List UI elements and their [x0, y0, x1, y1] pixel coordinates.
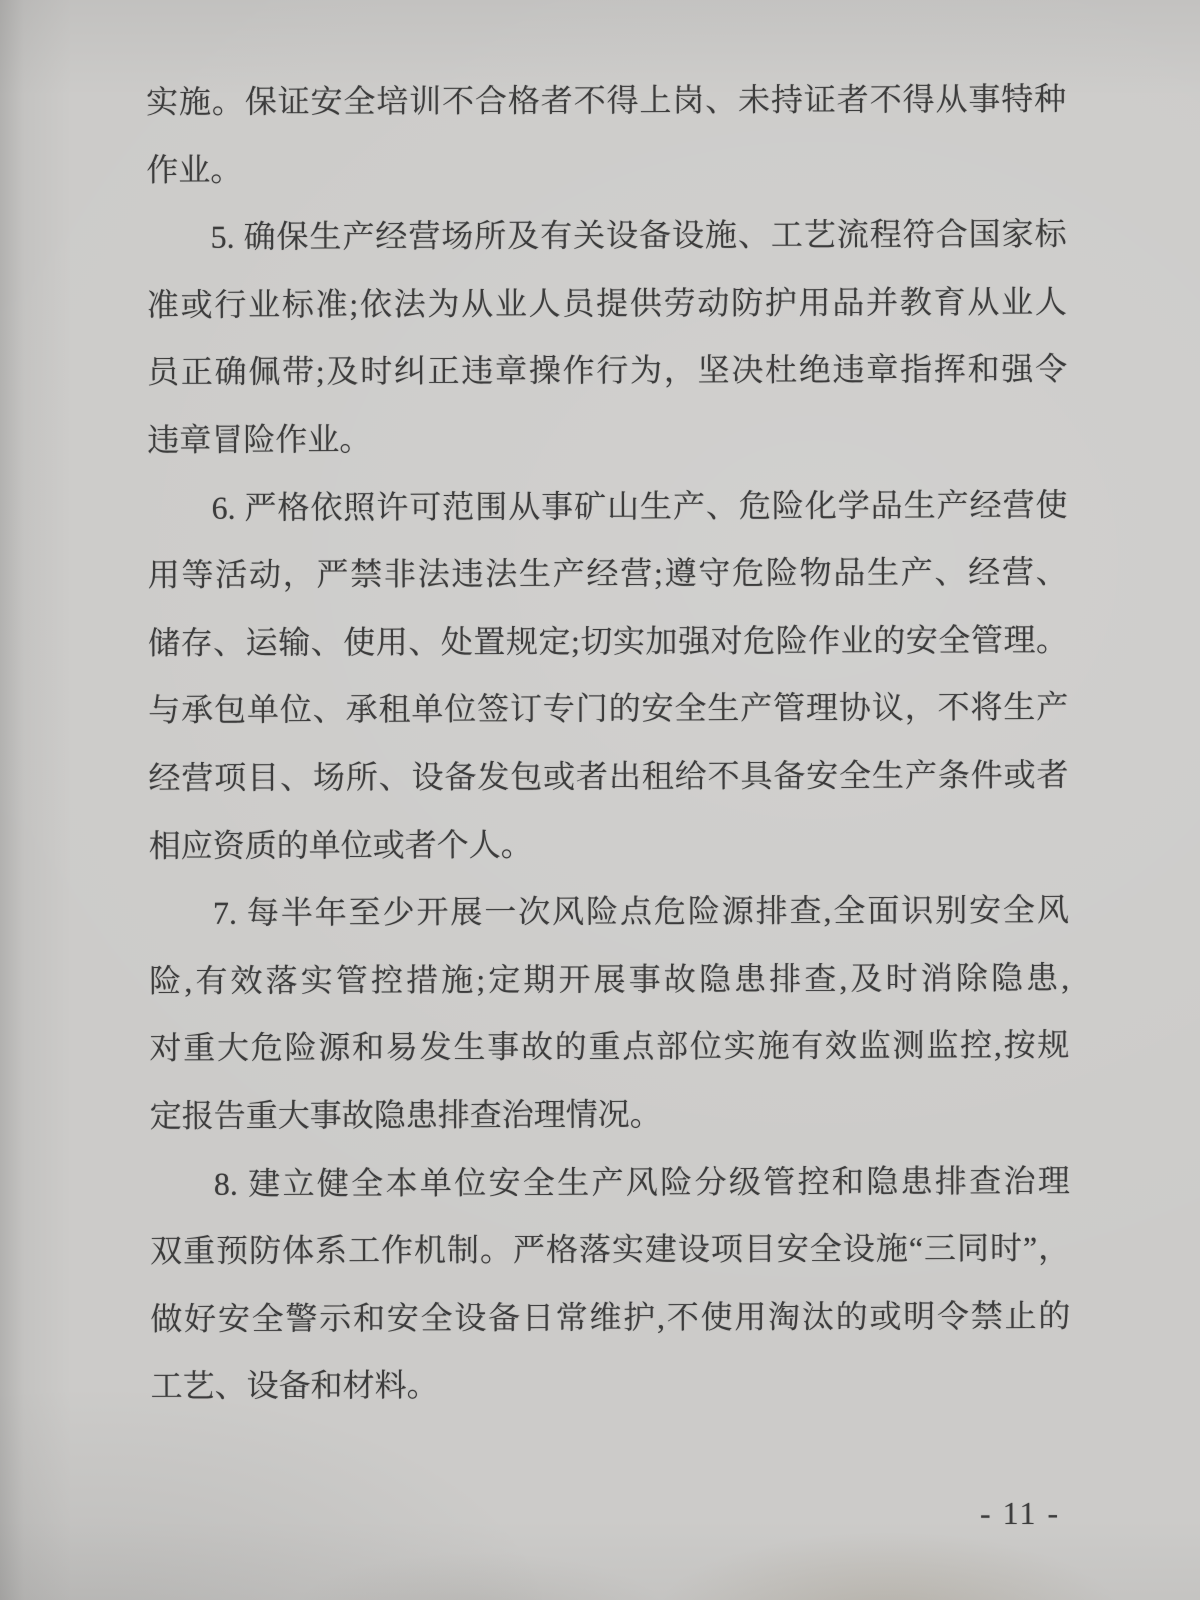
document-line: 5. 确保生产经营场所及有关设备设施、工艺流程符合国家标 [210, 215, 1067, 255]
document-line: 与承包单位、承租单位签订专门的安全生产管理协议，不将生产 [148, 689, 1069, 729]
document-line: 经营项目、场所、设备发包或者出租给不具备安全生产条件或者 [148, 756, 1069, 796]
document-line: 用等活动，严禁非法违法生产经营;遵守危险物品生产、经营、 [147, 553, 1068, 594]
document-line: 相应资质的单位或者个人。 [148, 826, 533, 864]
document-line: 6. 严格依照许可范围从事矿山生产、危险化学品生产经营使 [211, 486, 1068, 526]
document-line: 7. 每半年至少开展一次风险点危险源排查,全面识别安全风 [212, 891, 1070, 931]
document-line: 员正确佩带;及时纠正违章操作行为，坚决杜绝违章指挥和强令 [146, 351, 1068, 391]
page-number: - 11 - [979, 1494, 1061, 1532]
document-line: 准或行业标准;依法为从业人员提供劳动防护用品并教育从业人 [146, 283, 1067, 323]
document-line: 险,有效落实管控措施;定期开展事故隐患排查,及时消除隐患, [149, 959, 1070, 999]
document-line: 定报告重大事故隐患排查治理情况。 [149, 1096, 662, 1134]
document-line: 8. 建立健全本单位安全生产风险分级管控和隐患排查治理 [213, 1162, 1070, 1202]
document-line: 双重预防体系工作机制。严格落实建设项目安全设施“三同时”， [150, 1229, 1071, 1270]
document-line: 做好安全警示和安全设备日常维护,不使用淘汰的或明令禁止的 [150, 1297, 1071, 1337]
document-line: 实施。保证安全培训不合格者不得上岗、未持证者不得从事特种 [146, 80, 1067, 120]
document-line: 对重大危险源和易发生事故的重点部位实施有效监测监控,按规 [149, 1027, 1070, 1067]
document-line: 违章冒险作业。 [147, 421, 372, 458]
document-line: 作业。 [146, 151, 243, 188]
document-body [146, 66, 1071, 1421]
document-line: 储存、运输、使用、处置规定;切实加强对危险作业的安全管理。 [147, 621, 1069, 661]
document-line: 工艺、设备和材料。 [150, 1367, 439, 1405]
